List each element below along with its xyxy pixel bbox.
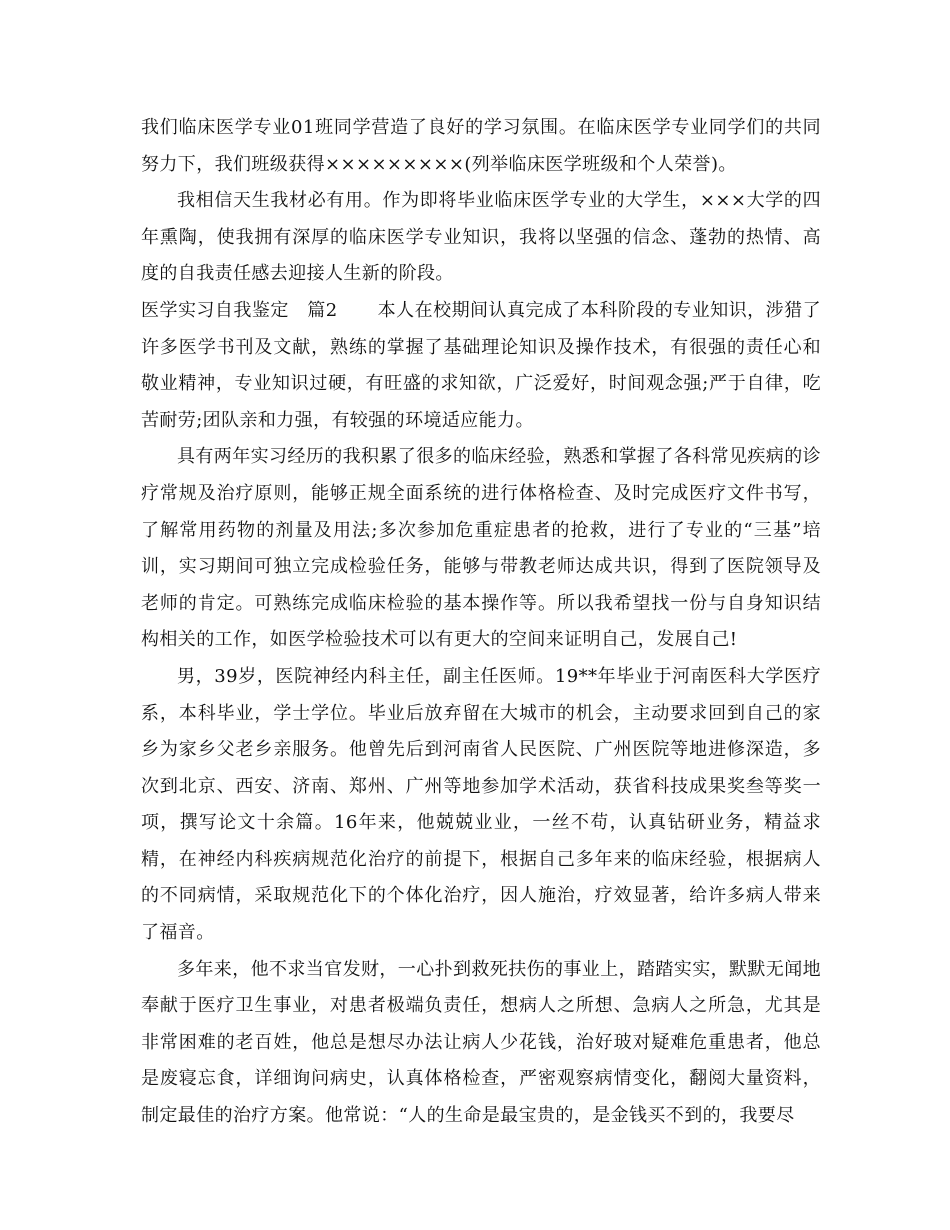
paragraph-3 <box>141 293 821 439</box>
paragraph-4: 具有两年实习经历的我积累了很多的临床经验，熟悉和掌握了各科常见疾病的诊疗常规及治疗原则，能够正规全面系统的进行体格检查、及时完成医疗文件书写，了解常用药物的剂量及用法;多次参加危重症患者的抢救，进行了专业的“三基”培训，实习期间可独立完成检验任务，能够与带教老师达成共识，得到了医院领导及老师的肯定。可熟练完成临床检验的基本操作等。所以我希望找一份与自身知识结构相关的工作，如医学检验技术可以有更大的空间来证明自己，发展自己! <box>141 446 821 651</box>
document-body <box>141 110 821 1135</box>
paragraph-3-text: 本人在校期间认真完成了本科阶段的专业知识，涉猎了许多医学书刊及文献，熟练的掌握了基础理论知识及操作技术，有很强的责任心和敬业精神，专业知识过硬，有旺盛的求知欲，广泛爱好，时间观念强;严于自律，吃苦耐劳;团队亲和力强，有较强的环境适应能力。 <box>141 299 821 431</box>
paragraph-2: 我相信天生我材必有用。作为即将毕业临床医学专业的大学生，×××大学的四年熏陶，使我拥有深厚的临床医学专业知识，我将以坚强的信念、蓬勃的热情、高度的自我责任感去迎接人生新的阶段。 <box>141 190 821 285</box>
paragraph-5: 男，39岁，医院神经内科主任，副主任医师。19**年毕业于河南医科大学医疗系，本科毕业，学士学位。毕业后放弃留在大城市的机会，主动要求回到自己的家乡为家乡父老乡亲服务。他曾先后到河南省人民医院、广州医院等地进修深造，多次到北京、西安、济南、郑州、广州等地参加学术活动，获省科技成果奖叁等奖一项，撰写论文十余篇。16年来，他兢兢业业，一丝不苟，认真钻研业务，精益求精，在神经内科疾病规范化治疗的前提下，根据自己多年来的临床经验，根据病人的不同病情，采取规范化下的个体化治疗，因人施治，疗效显著，给许多病人带来了福音。 <box>141 665 821 944</box>
section-heading: 医学实习自我鉴定 篇2 <box>141 299 338 321</box>
paragraph-6: 多年来，他不求当官发财，一心扑到救死扶伤的事业上，踏踏实实，默默无闻地奉献于医疗卫生事业，对患者极端负责任，想病人之所想、急病人之所急，尤其是非常困难的老百姓，他总是想尽办法让病人少花钱，治好玻对疑难危重患者，他总是废寝忘食，详细询问病史，认真体格检查，严密观察病情变化，翻阅大量资料，制定最佳的治疗方案。他常说：“人的生命是最宝贵的，是金钱买不到的，我要尽 <box>141 958 821 1127</box>
paragraph-1: 我们临床医学专业01班同学营造了良好的学习氛围。在临床医学专业同学们的共同努力下，我们班级获得×××××××××(列举临床医学班级和个人荣誉)。 <box>141 117 821 175</box>
